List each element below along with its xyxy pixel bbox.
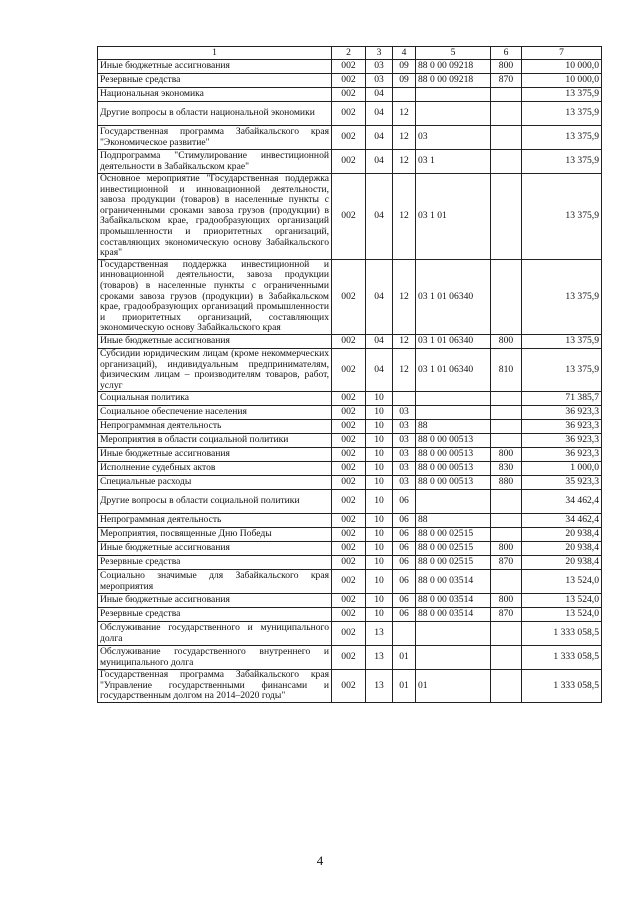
- column-header: 3: [366, 47, 393, 60]
- row-section-cell: 13: [366, 646, 393, 670]
- row-amount-cell: 13 375,9: [522, 348, 602, 391]
- table-row: [98, 150, 602, 174]
- row-name-cell: Исполнение судебных актов: [98, 462, 332, 476]
- row-target-article-cell: 01: [416, 670, 491, 703]
- row-amount-cell: 1 333 058,5: [522, 622, 602, 646]
- row-target-article-cell: [416, 406, 491, 420]
- row-subsection-cell: 12: [393, 174, 416, 260]
- column-header: 4: [393, 47, 416, 60]
- row-target-article-cell: 88 0 00 00513: [416, 434, 491, 448]
- row-expense-type-cell: [491, 570, 522, 594]
- row-name-cell: Резервные средства: [98, 556, 332, 570]
- row-section-cell: 13: [366, 622, 393, 646]
- table-row: [98, 88, 602, 102]
- row-expense-type-cell: [491, 102, 522, 126]
- row-name-cell: Социальная политика: [98, 392, 332, 406]
- table-row: [98, 60, 602, 74]
- row-subsection-cell: 12: [393, 150, 416, 174]
- table-row: [98, 514, 602, 528]
- row-subsection-cell: 06: [393, 594, 416, 608]
- row-amount-cell: 34 462,4: [522, 514, 602, 528]
- table-row: [98, 462, 602, 476]
- row-name-cell: Подпрограмма "Стимулирование инвестиционной деятельности в Забайкальском крае": [98, 150, 332, 174]
- row-name-cell: Социально значимые для Забайкальского края мероприятия: [98, 570, 332, 594]
- row-amount-cell: 13 375,9: [522, 150, 602, 174]
- row-subsection-cell: 03: [393, 420, 416, 434]
- column-header: 1: [98, 47, 332, 60]
- row-amount-cell: 20 938,4: [522, 556, 602, 570]
- row-target-article-cell: 88 0 00 00513: [416, 476, 491, 490]
- row-subsection-cell: 01: [393, 670, 416, 703]
- row-subsection-cell: 03: [393, 448, 416, 462]
- row-section-cell: 04: [366, 102, 393, 126]
- table-row: [98, 174, 602, 260]
- column-header: 6: [491, 47, 522, 60]
- row-target-article-cell: 03 1: [416, 150, 491, 174]
- row-amount-cell: 20 938,4: [522, 542, 602, 556]
- row-target-article-cell: 88 0 00 02515: [416, 556, 491, 570]
- row-name-cell: Другие вопросы в области социальной политики: [98, 490, 332, 514]
- row-amount-cell: 35 923,3: [522, 476, 602, 490]
- table-row: [98, 434, 602, 448]
- row-section-cell: 10: [366, 608, 393, 622]
- row-section-cell: 10: [366, 406, 393, 420]
- table-row: [98, 646, 602, 670]
- row-admin-code-cell: 002: [332, 88, 366, 102]
- row-expense-type-cell: 870: [491, 556, 522, 570]
- row-subsection-cell: 06: [393, 556, 416, 570]
- table-row: [98, 334, 602, 348]
- row-name-cell: Государственная программа Забайкальского края "Управление государственными финансами и государственным долгом на 2014–2020 годы": [98, 670, 332, 703]
- row-admin-code-cell: 002: [332, 150, 366, 174]
- table-row: [98, 448, 602, 462]
- budget-table: [97, 46, 602, 703]
- row-target-article-cell: 03 1 01 06340: [416, 348, 491, 391]
- row-section-cell: 10: [366, 476, 393, 490]
- row-name-cell: Иные бюджетные ассигнования: [98, 334, 332, 348]
- row-admin-code-cell: 002: [332, 646, 366, 670]
- row-subsection-cell: [393, 622, 416, 646]
- row-subsection-cell: 03: [393, 462, 416, 476]
- row-admin-code-cell: 002: [332, 434, 366, 448]
- table-row: [98, 570, 602, 594]
- row-name-cell: Мероприятия в области социальной политики: [98, 434, 332, 448]
- row-section-cell: 10: [366, 462, 393, 476]
- row-expense-type-cell: [491, 622, 522, 646]
- column-header: 2: [332, 47, 366, 60]
- row-subsection-cell: 12: [393, 102, 416, 126]
- row-amount-cell: 1 333 058,5: [522, 646, 602, 670]
- row-amount-cell: 13 524,0: [522, 594, 602, 608]
- column-header: 7: [522, 47, 602, 60]
- row-expense-type-cell: [491, 126, 522, 150]
- row-target-article-cell: 88 0 00 02515: [416, 528, 491, 542]
- row-section-cell: 10: [366, 448, 393, 462]
- row-name-cell: Иные бюджетные ассигнования: [98, 448, 332, 462]
- row-amount-cell: 13 375,9: [522, 88, 602, 102]
- row-name-cell: Резервные средства: [98, 74, 332, 88]
- table-row: [98, 542, 602, 556]
- row-section-cell: 10: [366, 434, 393, 448]
- row-expense-type-cell: 800: [491, 594, 522, 608]
- row-name-cell: Иные бюджетные ассигнования: [98, 542, 332, 556]
- row-subsection-cell: 06: [393, 542, 416, 556]
- table-row: [98, 490, 602, 514]
- row-admin-code-cell: 002: [332, 74, 366, 88]
- row-subsection-cell: 03: [393, 476, 416, 490]
- row-target-article-cell: 03 1 01: [416, 174, 491, 260]
- row-section-cell: 13: [366, 670, 393, 703]
- row-amount-cell: 10 000,0: [522, 74, 602, 88]
- row-expense-type-cell: [491, 514, 522, 528]
- row-section-cell: 10: [366, 528, 393, 542]
- row-target-article-cell: 88 0 00 03514: [416, 608, 491, 622]
- row-expense-type-cell: 800: [491, 334, 522, 348]
- row-admin-code-cell: 002: [332, 126, 366, 150]
- table-row: [98, 528, 602, 542]
- row-amount-cell: 10 000,0: [522, 60, 602, 74]
- row-section-cell: 10: [366, 490, 393, 514]
- row-target-article-cell: 88: [416, 420, 491, 434]
- table-row: [98, 670, 602, 703]
- row-name-cell: Обслуживание государственного и муниципального долга: [98, 622, 332, 646]
- table-row: [98, 476, 602, 490]
- row-subsection-cell: 06: [393, 608, 416, 622]
- row-target-article-cell: 88 0 00 09218: [416, 74, 491, 88]
- row-admin-code-cell: 002: [332, 556, 366, 570]
- row-expense-type-cell: [491, 434, 522, 448]
- row-subsection-cell: 12: [393, 348, 416, 391]
- row-name-cell: Государственная поддержка инвестиционной и инновационной деятельности, завоза продукции (товаров) в населенные пункты с ограниченными сроками завоза грузов (продукции) в Забайкальском крае, градообразующих организаций промышленности и приоритетных организаций, составляющих экономическую основу Забайкальского края: [98, 259, 332, 334]
- row-admin-code-cell: 002: [332, 334, 366, 348]
- row-subsection-cell: 03: [393, 406, 416, 420]
- row-subsection-cell: 12: [393, 259, 416, 334]
- row-section-cell: 04: [366, 348, 393, 391]
- row-target-article-cell: 03: [416, 126, 491, 150]
- table-header-row: [98, 47, 602, 60]
- row-expense-type-cell: 810: [491, 348, 522, 391]
- row-section-cell: 04: [366, 174, 393, 260]
- row-subsection-cell: 06: [393, 490, 416, 514]
- row-target-article-cell: 88 0 00 03514: [416, 570, 491, 594]
- row-target-article-cell: 03 1 01 06340: [416, 259, 491, 334]
- row-admin-code-cell: 002: [332, 348, 366, 391]
- row-amount-cell: 36 923,3: [522, 406, 602, 420]
- row-subsection-cell: 06: [393, 570, 416, 594]
- row-admin-code-cell: 002: [332, 670, 366, 703]
- row-name-cell: Субсидии юридическим лицам (кроме некоммерческих организаций), индивидуальным предпринимателям, физическим лицам – производителям товаров, работ, услуг: [98, 348, 332, 391]
- row-target-article-cell: 88 0 00 00513: [416, 448, 491, 462]
- row-amount-cell: 1 000,0: [522, 462, 602, 476]
- row-name-cell: Социальное обеспечение населения: [98, 406, 332, 420]
- row-admin-code-cell: 002: [332, 622, 366, 646]
- row-name-cell: Государственная программа Забайкальского края "Экономическое развитие": [98, 126, 332, 150]
- row-admin-code-cell: 002: [332, 102, 366, 126]
- table-row: [98, 348, 602, 391]
- table-row: [98, 622, 602, 646]
- row-name-cell: Национальная экономика: [98, 88, 332, 102]
- row-expense-type-cell: 800: [491, 448, 522, 462]
- row-amount-cell: 13 524,0: [522, 608, 602, 622]
- row-subsection-cell: 12: [393, 126, 416, 150]
- row-target-article-cell: 88 0 00 09218: [416, 60, 491, 74]
- row-section-cell: 04: [366, 259, 393, 334]
- row-admin-code-cell: 002: [332, 259, 366, 334]
- row-admin-code-cell: 002: [332, 174, 366, 260]
- row-section-cell: 04: [366, 334, 393, 348]
- row-name-cell: Иные бюджетные ассигнования: [98, 594, 332, 608]
- row-expense-type-cell: [491, 670, 522, 703]
- row-subsection-cell: 03: [393, 434, 416, 448]
- row-amount-cell: 13 375,9: [522, 126, 602, 150]
- table-row: [98, 259, 602, 334]
- row-admin-code-cell: 002: [332, 406, 366, 420]
- row-target-article-cell: [416, 490, 491, 514]
- row-name-cell: Непрограммная деятельность: [98, 514, 332, 528]
- row-target-article-cell: 03 1 01 06340: [416, 334, 491, 348]
- row-section-cell: 04: [366, 88, 393, 102]
- row-admin-code-cell: 002: [332, 528, 366, 542]
- row-expense-type-cell: [491, 646, 522, 670]
- row-section-cell: 04: [366, 126, 393, 150]
- table-row: [98, 420, 602, 434]
- row-amount-cell: 34 462,4: [522, 490, 602, 514]
- row-amount-cell: 36 923,3: [522, 420, 602, 434]
- row-expense-type-cell: [491, 392, 522, 406]
- row-expense-type-cell: 870: [491, 608, 522, 622]
- row-section-cell: 10: [366, 420, 393, 434]
- row-admin-code-cell: 002: [332, 570, 366, 594]
- row-expense-type-cell: [491, 88, 522, 102]
- row-expense-type-cell: 870: [491, 74, 522, 88]
- row-name-cell: Резервные средства: [98, 608, 332, 622]
- row-section-cell: 03: [366, 60, 393, 74]
- page-number: 4: [316, 853, 324, 868]
- row-target-article-cell: [416, 646, 491, 670]
- row-admin-code-cell: 002: [332, 542, 366, 556]
- table-row: [98, 74, 602, 88]
- row-admin-code-cell: 002: [332, 608, 366, 622]
- row-expense-type-cell: 800: [491, 542, 522, 556]
- row-target-article-cell: [416, 622, 491, 646]
- row-section-cell: 10: [366, 392, 393, 406]
- row-amount-cell: 36 923,3: [522, 434, 602, 448]
- table-row: [98, 102, 602, 126]
- row-admin-code-cell: 002: [332, 462, 366, 476]
- row-subsection-cell: [393, 392, 416, 406]
- row-expense-type-cell: 800: [491, 60, 522, 74]
- row-section-cell: 10: [366, 542, 393, 556]
- row-name-cell: Основное мероприятие "Государственная поддержка инвестиционной и инновационной деятельности, завоза продукции (товаров) в населенные пункты с ограниченными сроками завоза грузов (продукции) в Забайкальском крае, градообразующих организаций промышленности и приоритетных организаций, составляющих экономическую основу Забайкальского края": [98, 174, 332, 260]
- row-name-cell: Другие вопросы в области национальной экономики: [98, 102, 332, 126]
- row-amount-cell: 13 524,0: [522, 570, 602, 594]
- row-target-article-cell: 88: [416, 514, 491, 528]
- row-admin-code-cell: 002: [332, 448, 366, 462]
- row-expense-type-cell: [491, 420, 522, 434]
- row-expense-type-cell: [491, 528, 522, 542]
- table-row: [98, 608, 602, 622]
- row-subsection-cell: 12: [393, 334, 416, 348]
- table-row: [98, 406, 602, 420]
- row-admin-code-cell: 002: [332, 420, 366, 434]
- row-expense-type-cell: [491, 174, 522, 260]
- row-admin-code-cell: 002: [332, 392, 366, 406]
- row-admin-code-cell: 002: [332, 490, 366, 514]
- row-target-article-cell: 88 0 00 00513: [416, 462, 491, 476]
- row-amount-cell: 1 333 058,5: [522, 670, 602, 703]
- row-admin-code-cell: 002: [332, 60, 366, 74]
- table-row: [98, 556, 602, 570]
- row-amount-cell: 13 375,9: [522, 334, 602, 348]
- row-target-article-cell: [416, 88, 491, 102]
- row-target-article-cell: 88 0 00 03514: [416, 594, 491, 608]
- row-admin-code-cell: 002: [332, 476, 366, 490]
- row-subsection-cell: [393, 88, 416, 102]
- row-name-cell: Мероприятия, посвященные Дню Победы: [98, 528, 332, 542]
- row-target-article-cell: [416, 102, 491, 126]
- row-section-cell: 03: [366, 74, 393, 88]
- row-subsection-cell: 01: [393, 646, 416, 670]
- row-subsection-cell: 09: [393, 74, 416, 88]
- row-amount-cell: 20 938,4: [522, 528, 602, 542]
- row-amount-cell: 71 385,7: [522, 392, 602, 406]
- row-admin-code-cell: 002: [332, 594, 366, 608]
- row-section-cell: 04: [366, 150, 393, 174]
- row-expense-type-cell: [491, 406, 522, 420]
- row-expense-type-cell: 830: [491, 462, 522, 476]
- table-row: [98, 126, 602, 150]
- row-name-cell: Непрограммная деятельность: [98, 420, 332, 434]
- row-expense-type-cell: 880: [491, 476, 522, 490]
- row-subsection-cell: 06: [393, 528, 416, 542]
- row-subsection-cell: 06: [393, 514, 416, 528]
- row-expense-type-cell: [491, 259, 522, 334]
- column-header: 5: [416, 47, 491, 60]
- row-name-cell: Иные бюджетные ассигнования: [98, 60, 332, 74]
- table-row: [98, 594, 602, 608]
- row-amount-cell: 13 375,9: [522, 174, 602, 260]
- row-expense-type-cell: [491, 150, 522, 174]
- row-target-article-cell: [416, 392, 491, 406]
- row-section-cell: 10: [366, 556, 393, 570]
- row-subsection-cell: 09: [393, 60, 416, 74]
- row-target-article-cell: 88 0 00 02515: [416, 542, 491, 556]
- row-amount-cell: 13 375,9: [522, 259, 602, 334]
- row-section-cell: 10: [366, 514, 393, 528]
- row-expense-type-cell: [491, 490, 522, 514]
- table-row: [98, 392, 602, 406]
- row-amount-cell: 36 923,3: [522, 448, 602, 462]
- row-section-cell: 10: [366, 570, 393, 594]
- row-amount-cell: 13 375,9: [522, 102, 602, 126]
- row-name-cell: Обслуживание государственного внутреннего и муниципального долга: [98, 646, 332, 670]
- row-admin-code-cell: 002: [332, 514, 366, 528]
- row-name-cell: Специальные расходы: [98, 476, 332, 490]
- row-section-cell: 10: [366, 594, 393, 608]
